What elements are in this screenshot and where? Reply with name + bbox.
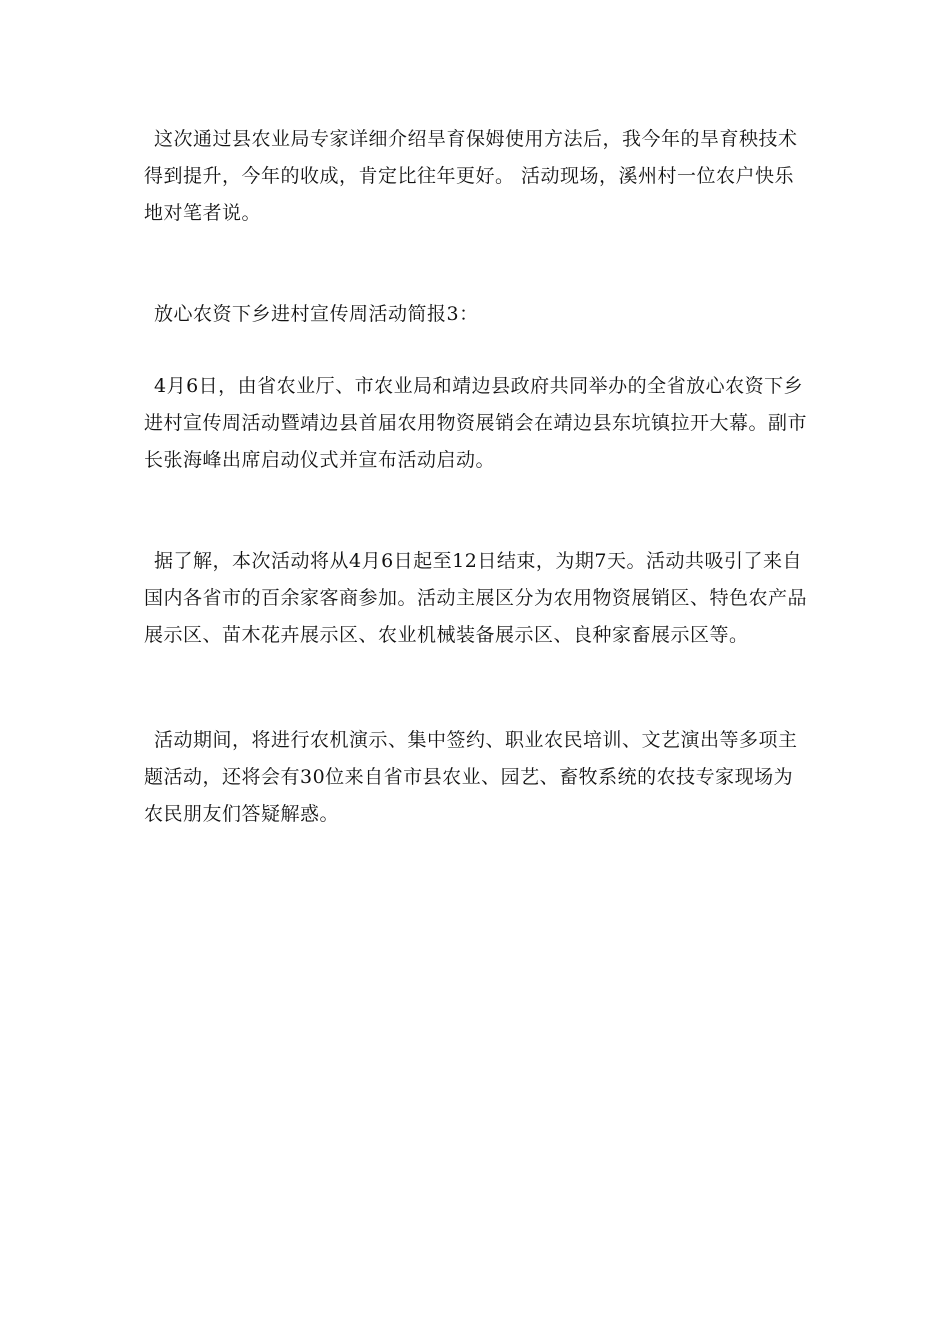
paragraph-event-opening: 4月6日，由省农业厅、市农业局和靖边县政府共同举办的全省放心农资下乡进村宣传周活动暨靖边县首届农用物资展销会在靖边县东坑镇拉开大幕。副市长张海峰出席启动仪式并宣布活动启动。 (144, 375, 808, 471)
paragraph-section-heading: 放心农资下乡进村宣传周活动简报3： (154, 303, 479, 325)
paragraph-event-details: 据了解，本次活动将从4月6日起至12日结束，为期7天。活动共吸引了来自国内各省市的百余家客商参加。活动主展区分为农用物资展销区、特色农产品展示区、苗木花卉展示区、农业机械装备展示区、良种家畜展示区等。 (144, 550, 808, 646)
paragraph-event-activities: 活动期间，将进行农机演示、集中签约、职业农民培训、文艺演出等多项主题活动，还将会有30位来自省市县农业、园艺、畜牧系统的农技专家现场为农民朋友们答疑解惑。 (144, 729, 798, 825)
paragraph-farmer-quote: 这次通过县农业局专家详细介绍旱育保姆使用方法后，我今年的旱育秧技术得到提升，今年的收成，肯定比往年更好。 活动现场，溪州村一位农户快乐地对笔者说。 (144, 128, 798, 224)
